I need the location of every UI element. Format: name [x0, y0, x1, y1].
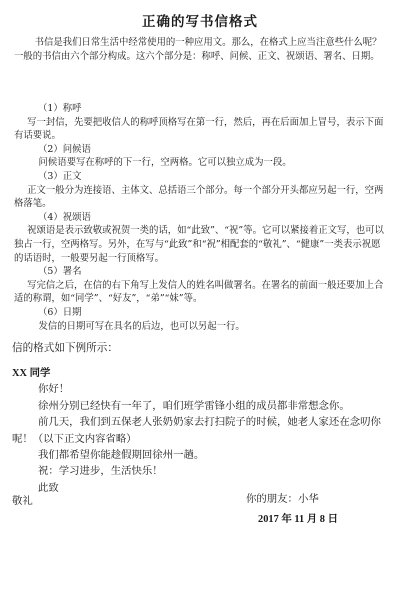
example-letter: [12, 366, 388, 497]
section-heading: （5）署名: [38, 266, 82, 278]
section-body: 发信的日期可写在具名的后边，也可以另起一行。: [38, 320, 245, 332]
section-body: 写完信之后，在信的右下角写上发信人的姓名叫做署名。在署名的前面一般还要加上合适的称谓，如“同学”、“好友”，“弟”“妹”等。: [14, 279, 384, 305]
sections-list: [14, 102, 388, 333]
letter-wish: 祝：学习进步，生活快乐！: [38, 466, 163, 478]
section-heading: （3）正文: [38, 170, 82, 182]
letter-closing: 敬礼: [12, 496, 33, 507]
letter-paragraph: 徐州分别已经快有一年了，咱们班学雷锋小组的成员都非常想念你。: [38, 400, 350, 412]
letter-date: 2017 年 11 月 8 日: [258, 514, 338, 525]
section-body: 正文一般分为连接语、主体文、总括语三个部分。每一个部分开头都应另起一行，空两格落笔。: [14, 184, 384, 210]
section-body: 写一封信，先要把收信人的称呼顶格写在第一行，然后，再在后面加上冒号，表示下面有话要说。: [14, 116, 384, 142]
document-title: 正确的写书信格式: [142, 14, 258, 30]
section-body: 问候语要写在称呼的下一行，空两格。它可以独立成为一段。: [38, 157, 292, 169]
letter-salutation: XX 同学: [12, 368, 51, 379]
letter-paragraph-continued: 呢！（以下正文内容省略）: [12, 433, 137, 445]
section-heading: （4）祝颂语: [38, 211, 91, 223]
intro-paragraph-2: 一般的书信由六个部分构成。这六个部分是：称呼、问候、正文、祝颂语、署名、日期。: [14, 50, 380, 62]
letter-paragraph: 前几天，我们到五保老人张奶奶家去打扫院子的时候，她老人家还在念叨你: [38, 417, 381, 429]
intro-paragraph-1: 书信是我们日常生活中经常使用的一种应用文。那么，在格式上应当注意些什么呢？: [34, 37, 382, 48]
letter-greeting: 你好！: [38, 384, 70, 396]
letter-signature: 你的朋友：小华: [246, 494, 319, 505]
letter-paragraph: 我们都希望你能趁假期回徐州一趟。: [38, 450, 205, 462]
intro-section: [14, 36, 388, 63]
section-heading: （2）问候语: [38, 143, 91, 155]
example-intro: 信的格式如下例所示：: [12, 343, 118, 354]
section-body: 祝颂语是表示致敬或祝贺一类的话，如“此致”、“祝”等。它可以紧接着正文写，也可以独占一行，空两格写。另外，在写与“此致”和“祝”相配套的“敬礼”、“健康”一类表示祝愿的话语时，一般要另起一行顶格写。: [14, 225, 384, 264]
letter-cizhi: 此致: [38, 482, 59, 494]
section-heading: （6）日期: [38, 306, 82, 318]
section-heading: （1）称呼: [38, 103, 82, 114]
